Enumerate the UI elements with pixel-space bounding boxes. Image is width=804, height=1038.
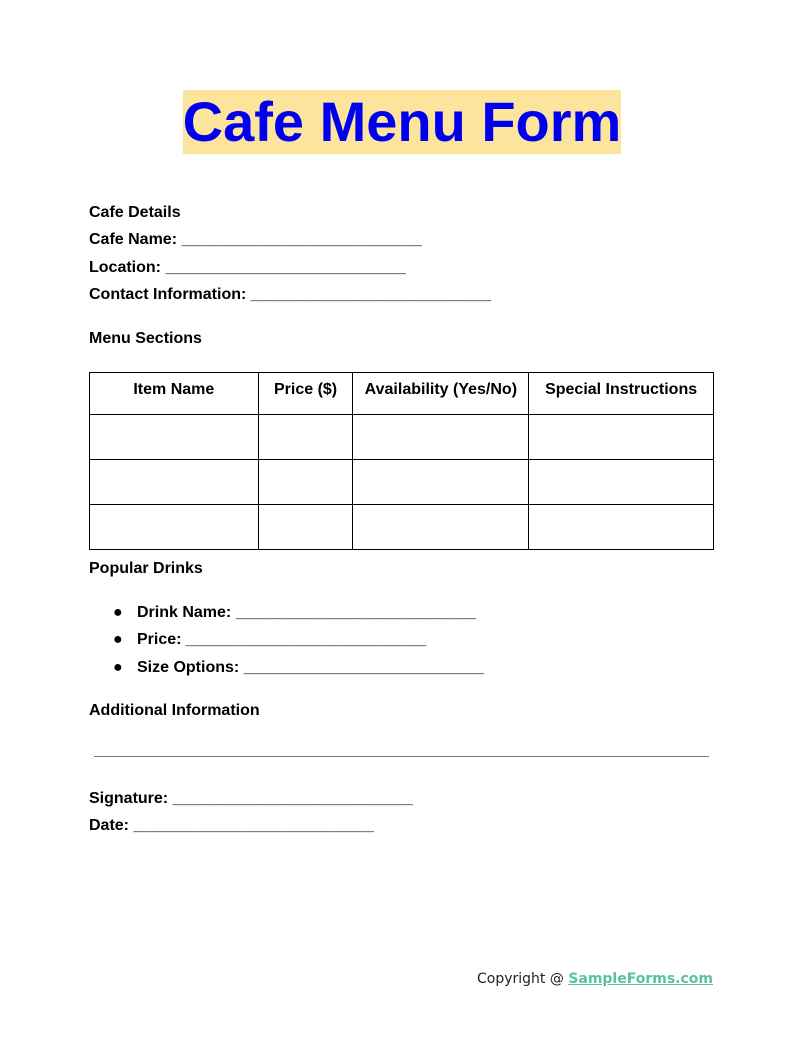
- location-label: Location:: [89, 259, 161, 276]
- table-cell[interactable]: [353, 460, 529, 505]
- drink-name-label: Drink Name:: [137, 604, 232, 621]
- cafe-name-field[interactable]: [89, 230, 422, 250]
- size-options-field[interactable]: [113, 658, 484, 678]
- cafe-name-blank[interactable]: ___________________________: [181, 231, 422, 248]
- drink-price-field[interactable]: [113, 630, 426, 650]
- contact-information-field[interactable]: [89, 285, 491, 305]
- sampleforms-link[interactable]: SampleForms.com: [568, 971, 713, 987]
- date-blank[interactable]: ___________________________: [133, 817, 374, 834]
- date-field[interactable]: [89, 816, 374, 836]
- table-header-row: [90, 373, 714, 415]
- bullet-icon: ●: [113, 659, 123, 676]
- contact-information-blank[interactable]: ___________________________: [250, 286, 492, 303]
- size-options-blank[interactable]: ___________________________: [243, 659, 484, 676]
- table-row: [90, 505, 714, 550]
- menu-table: [89, 372, 714, 550]
- signature-label: Signature:: [89, 790, 169, 807]
- table-cell[interactable]: [90, 415, 259, 460]
- table-cell[interactable]: [258, 460, 353, 505]
- size-options-label: Size Options:: [137, 659, 240, 676]
- table-cell[interactable]: [529, 460, 714, 505]
- bullet-icon: ●: [113, 631, 123, 648]
- location-blank[interactable]: ___________________________: [165, 259, 406, 276]
- table-cell[interactable]: [529, 415, 714, 460]
- table-cell[interactable]: [90, 505, 259, 550]
- copyright-footer: [477, 971, 713, 987]
- table-cell[interactable]: [258, 415, 353, 460]
- copyright-text: Copyright @: [476, 971, 569, 987]
- drink-name-field[interactable]: [113, 603, 476, 623]
- additional-information-heading: Additional Information: [89, 702, 260, 719]
- popular-drinks-heading: Popular Drinks: [89, 560, 203, 577]
- table-row: [90, 415, 714, 460]
- column-header-item-name: Item Name: [90, 373, 259, 415]
- menu-sections-heading: Menu Sections: [89, 330, 202, 347]
- column-header-special-instructions: Special Instructions: [529, 373, 714, 415]
- location-field[interactable]: [89, 258, 406, 278]
- page-title: Cafe Menu Form: [182, 90, 622, 153]
- table-row: [90, 460, 714, 505]
- table-cell[interactable]: [90, 460, 259, 505]
- cafe-details-heading: Cafe Details: [89, 204, 181, 221]
- signature-field[interactable]: [89, 789, 413, 809]
- date-label: Date:: [89, 817, 130, 834]
- column-header-price: Price ($): [258, 373, 353, 415]
- table-cell[interactable]: [353, 415, 529, 460]
- title-container: [0, 90, 804, 154]
- contact-information-label: Contact Information:: [89, 286, 247, 303]
- cafe-name-label: Cafe Name:: [89, 231, 178, 248]
- drink-name-blank[interactable]: ___________________________: [235, 604, 476, 621]
- additional-information-line[interactable]: [94, 756, 709, 757]
- table-cell[interactable]: [258, 505, 353, 550]
- table-cell[interactable]: [353, 505, 529, 550]
- column-header-availability: Availability (Yes/No): [353, 373, 529, 415]
- bullet-icon: ●: [113, 604, 123, 621]
- table-cell[interactable]: [529, 505, 714, 550]
- drink-price-label: Price:: [137, 631, 182, 648]
- signature-blank[interactable]: ___________________________: [172, 790, 413, 807]
- drink-price-blank[interactable]: ___________________________: [185, 631, 427, 648]
